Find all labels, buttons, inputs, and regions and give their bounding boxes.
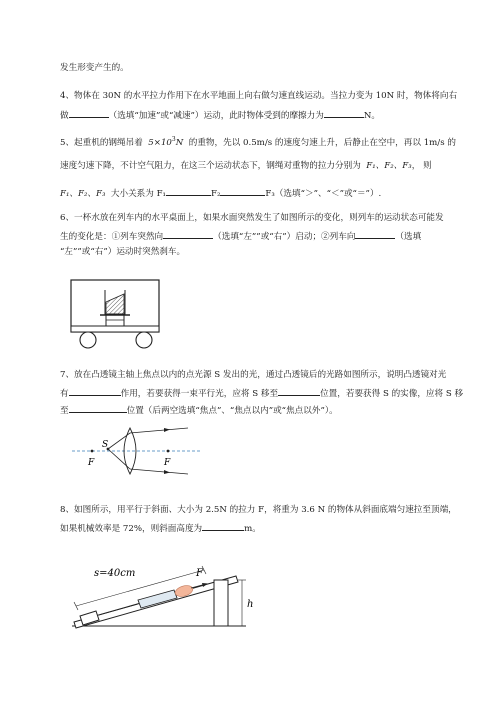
q7-text-b: 作用，若要获得一束平行光，应将 S 移至: [120, 389, 279, 399]
q5-blank-1[interactable]: [166, 186, 211, 196]
label-force-f: F: [196, 568, 203, 579]
continued-text: 发生形变产生的。: [60, 63, 129, 73]
q5-text-3d: F₃（选填“＞”、“＜”或“＝”）.: [265, 189, 382, 199]
q4-line-2: [60, 108, 380, 122]
q6-text-c: （选填: [395, 232, 422, 242]
q5-text-e: 的重物，先以 0.5m/s 的速度匀速上升，后静止在空中，再以 1m/s 的: [188, 137, 456, 148]
label-s-length: s=40cm: [94, 568, 136, 579]
q4-blank-2[interactable]: [324, 108, 364, 118]
wheel-right: [136, 332, 152, 348]
label-f-left: F: [88, 458, 95, 468]
label-s: S: [102, 440, 109, 450]
q8-text-b: m。: [244, 524, 261, 534]
q4-text-a: 做: [60, 111, 69, 121]
q6-blank-1[interactable]: [163, 229, 213, 239]
q6-text-b: （选填“左””或“右”）启动；②列车向: [213, 232, 356, 242]
q4-text-c: N。: [363, 111, 380, 121]
q8-line-1: 8、如图所示，用平行于斜面、大小为 2.5N 的拉力 F，将重为 3.6 N 的物体从斜面底端匀速拉至顶端，: [60, 505, 457, 515]
support-block: [214, 580, 228, 626]
q4-line-1: 4、物体在 30N 的水平拉力作用下在水平地面上向右做匀速直线运动。当拉力变为 10N 时，物体将向右: [60, 91, 458, 101]
q6-text-a: 生的变化是：①列车突然向: [60, 232, 164, 242]
q5-blank-2[interactable]: [220, 186, 265, 196]
q5-mass-coefficient: 5×10: [148, 137, 172, 148]
q7-text-c: 位置，若要获得 S 的实像，应将 S 移: [320, 389, 464, 399]
focus-right: [167, 450, 170, 453]
q6-line-1: 6、一杯水放在列车内的水平桌面上，如果水面突然发生了如图所示的变化，则列车的运动状态可能发: [60, 213, 444, 223]
q7-text-3a: 至: [60, 406, 69, 416]
train-chassis: [71, 326, 159, 332]
q7-line-3: [60, 403, 338, 417]
wheel-left: [80, 332, 96, 348]
incline-figure: [66, 550, 266, 632]
q7-text-3b: 位置（后两空选填“焦点”、“焦点以内”或“焦点以外”）。: [126, 406, 338, 416]
q7-blank-2[interactable]: [278, 386, 320, 396]
q8-blank-1[interactable]: [202, 521, 244, 531]
q5-line-1: [60, 136, 456, 149]
object-block: [80, 611, 99, 625]
q5-forces-2: F₁、F₂、F₃: [60, 189, 106, 199]
q5-line-2: [60, 160, 432, 172]
q7-blank-3[interactable]: [69, 403, 127, 413]
label-height-h: h: [247, 599, 254, 610]
lens-figure: [72, 425, 202, 477]
q7-line-1: 7、放在凸透镜主轴上焦点以内的点光源 S 发出的光，通过凸透镜后的光路如图所示，说明凸透镜对光: [60, 370, 447, 380]
focus-left: [91, 450, 94, 453]
q8-line-2: [60, 521, 261, 535]
q6-line-3: “左””或“右”）运动时突然刹车。: [60, 247, 186, 257]
q5-text-2: 速度匀速下降，不计空气阻力，在这三个运动状态下，钢绳对重物的拉力分别为: [60, 161, 361, 171]
train-figure: [68, 270, 163, 350]
q6-blank-2[interactable]: [355, 229, 395, 239]
label-f-right: F: [164, 458, 171, 468]
q5-text-a: 5、起重机的钢绳吊着: [60, 137, 143, 148]
q5-line-3: [60, 186, 381, 200]
q5-forces-1: F₁、F₂、F₃: [366, 161, 412, 171]
q5-unit-n: N: [175, 137, 184, 148]
q4-blank-1[interactable]: [69, 108, 109, 118]
q6-line-2: [60, 229, 421, 243]
q5-text-3c: F₂: [211, 189, 221, 199]
q5-text-3b: 大小关系为 F₁: [110, 189, 166, 199]
q7-line-2: [60, 386, 463, 400]
q7-text-a: 有: [60, 389, 69, 399]
q7-blank-1[interactable]: [69, 386, 121, 396]
q8-text-a: 如果机械效率是 72%，则斜面高度为: [60, 524, 203, 534]
q5-text-2-end: ， 则: [411, 161, 432, 171]
q5-mass-exponent: 3: [171, 136, 176, 143]
q4-text-b: （选填“加速”或“减速”）运动，此时物体受到的摩擦力为: [108, 111, 324, 121]
